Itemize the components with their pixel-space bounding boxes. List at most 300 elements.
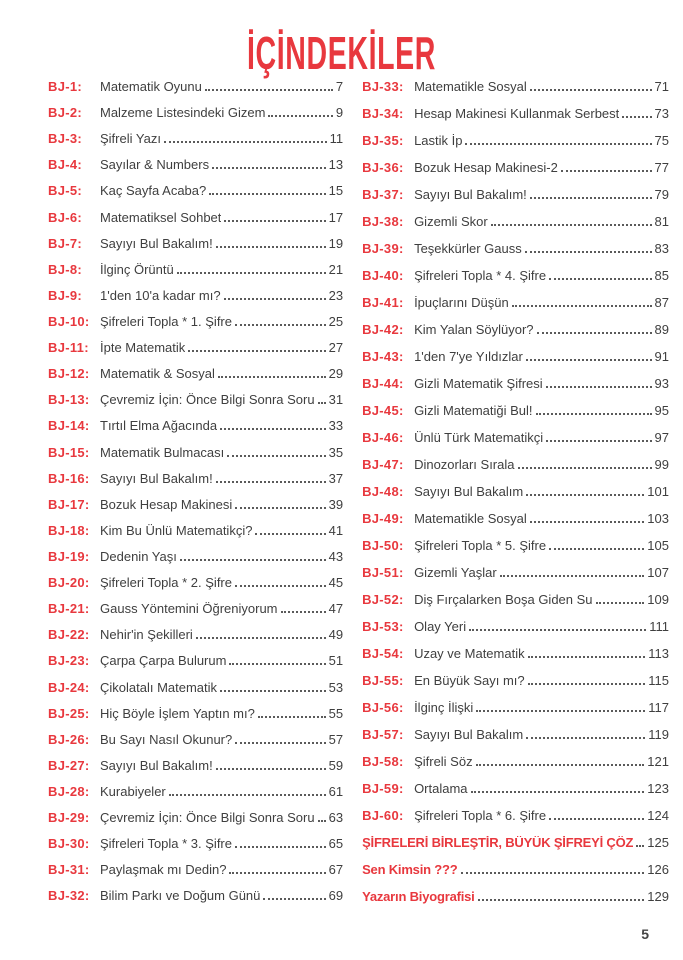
dot-leader — [220, 690, 326, 692]
entry-title: Kaç Sayfa Acaba? — [100, 184, 207, 199]
entry-title: Şifreli Yazı — [100, 132, 161, 147]
entry-page-number: 79 — [654, 186, 669, 202]
dot-leader — [188, 350, 325, 352]
entry-code: BJ-42: — [362, 321, 404, 337]
entry-title: Ünlü Türk Matematikçi — [414, 430, 544, 445]
entry-code: BJ-43: — [362, 348, 404, 364]
toc-entry — [48, 576, 343, 590]
dot-leader — [465, 143, 651, 145]
toc-entry — [48, 184, 343, 198]
entry-page-number: 77 — [654, 159, 669, 175]
toc-entry — [362, 323, 669, 337]
entry-code: BJ-16: — [48, 470, 90, 486]
dot-leader — [530, 89, 652, 91]
entry-code: BJ-6: — [48, 209, 83, 225]
dot-leader — [209, 193, 325, 195]
entry-page-number: 73 — [654, 105, 669, 121]
toc-entry — [48, 811, 343, 825]
entry-page-number: 55 — [328, 705, 344, 721]
toc-entry — [48, 602, 343, 616]
toc-entry — [362, 755, 669, 769]
entry-title: Hiç Böyle İşlem Yaptın mı? — [100, 706, 255, 721]
entry-title: Gizemli Skor — [414, 214, 488, 229]
dot-leader — [537, 332, 652, 334]
entry-title: Sayıyı Bul Bakalım! — [414, 187, 527, 202]
entry-page-number: 23 — [328, 287, 344, 303]
entry-page-number: 123 — [647, 780, 669, 796]
entry-page-number: 101 — [647, 483, 669, 499]
dot-leader — [235, 846, 326, 848]
entry-page-number: 61 — [328, 783, 344, 799]
toc-entry — [48, 472, 343, 486]
toc-entry — [362, 485, 669, 499]
toc-entry — [362, 647, 669, 661]
entry-page-number: 9 — [335, 105, 344, 121]
toc-entry — [48, 707, 343, 721]
dot-leader — [622, 116, 651, 118]
dot-leader — [491, 224, 652, 226]
toc-entry — [48, 498, 343, 512]
entry-title: Kim Bu Ünlü Matematikçi? — [100, 523, 253, 538]
dot-leader — [177, 272, 326, 274]
toc-column-left — [48, 80, 343, 904]
dot-leader — [263, 898, 325, 900]
entry-code: BJ-4: — [48, 157, 83, 173]
entry-title: Sayıyı Bul Bakalım! — [100, 471, 213, 486]
entry-page-number: 53 — [328, 679, 344, 695]
entry-title: Gizli Matematiği Bul! — [414, 403, 533, 418]
entry-title: İpte Matematik — [100, 341, 186, 356]
entry-title: Şifreleri Topla * 4. Şifre — [414, 268, 547, 283]
dot-leader — [469, 629, 646, 631]
entry-title: Matematikle Sosyal — [414, 80, 527, 94]
entry-code: BJ-58: — [362, 753, 404, 769]
entry-page-number: 13 — [328, 157, 344, 173]
entry-title: Dinozorları Sırala — [414, 457, 515, 472]
entry-title: Bozuk Hesap Makinesi — [100, 497, 233, 512]
toc-entry — [362, 242, 669, 256]
dot-leader — [229, 872, 325, 874]
toc-columns — [48, 79, 669, 904]
dot-leader — [218, 376, 326, 378]
entry-title: Matematikle Sosyal — [414, 511, 527, 526]
toc-entry — [362, 161, 669, 175]
dot-leader — [461, 872, 645, 874]
entry-page-number: 115 — [648, 672, 669, 688]
entry-title: Dedenin Yaşı — [100, 549, 177, 564]
toc-entry — [48, 237, 343, 251]
toc-entry — [362, 107, 669, 121]
dot-leader — [224, 220, 325, 222]
entry-code: BJ-31: — [48, 862, 90, 878]
toc-entry — [362, 890, 669, 904]
entry-code: BJ-8: — [48, 261, 83, 277]
entry-code: BJ-40: — [362, 267, 404, 283]
dot-leader — [476, 764, 645, 766]
entry-title: Kim Yalan Söylüyor? — [414, 322, 534, 337]
entry-title: Sayıyı Bul Bakalım! — [100, 758, 213, 773]
dot-leader — [546, 440, 651, 442]
entry-page-number: 59 — [328, 757, 344, 773]
dot-leader — [235, 742, 325, 744]
dot-leader — [180, 559, 326, 561]
entry-code: BJ-49: — [362, 510, 404, 526]
entry-title: Şifreleri Topla * 2. Şifre — [100, 576, 232, 591]
toc-entry — [362, 782, 669, 796]
dot-leader — [471, 791, 645, 793]
toc-entry — [362, 674, 669, 688]
entry-title: Tırtıl Elma Ağacında — [100, 419, 218, 434]
entry-title: İlginç İlişki — [414, 700, 474, 715]
toc-entry — [362, 269, 669, 283]
entry-title: Sayıyı Bul Bakalım — [414, 484, 524, 499]
dot-leader — [227, 455, 325, 457]
dot-leader — [268, 115, 332, 117]
toc-entry — [48, 341, 343, 355]
dot-leader — [636, 845, 644, 847]
entry-page-number: 25 — [328, 313, 344, 329]
entry-code: BJ-29: — [48, 810, 90, 826]
entry-code: BJ-20: — [48, 575, 90, 591]
entry-title: Çarpa Çarpa Bulurum — [100, 654, 227, 669]
entry-title: Şifreleri Topla * 3. Şifre — [100, 837, 232, 852]
entry-code: BJ-33: — [362, 79, 404, 94]
entry-page-number: 87 — [654, 294, 669, 310]
entry-title: Matematik Oyunu — [100, 80, 202, 94]
entry-code: BJ-11: — [48, 340, 89, 356]
entry-code: BJ-47: — [362, 456, 404, 472]
toc-entry — [362, 404, 669, 418]
entry-page-number: 33 — [328, 418, 344, 434]
toc-entry — [362, 620, 669, 634]
entry-page-number: 45 — [328, 575, 344, 591]
entry-code: BJ-44: — [362, 375, 404, 391]
dot-leader — [281, 611, 326, 613]
entry-code: BJ-48: — [362, 483, 404, 499]
entry-code: BJ-3: — [48, 131, 83, 147]
entry-title: İpuçlarını Düşün — [414, 295, 509, 310]
toc-entry — [48, 863, 343, 877]
dot-leader — [526, 494, 644, 496]
entry-page-number: 113 — [648, 645, 669, 661]
toc-entry — [362, 512, 669, 526]
dot-leader — [235, 585, 326, 587]
entry-page-number: 111 — [649, 618, 669, 634]
toc-entry — [48, 80, 343, 94]
entry-page-number: 31 — [328, 392, 344, 408]
entry-code: BJ-23: — [48, 653, 90, 669]
entry-code: BJ-52: — [362, 591, 404, 607]
toc-entry — [362, 296, 669, 310]
toc-entry — [362, 566, 669, 580]
entry-title: Sayıyı Bul Bakalım! — [100, 236, 213, 251]
entry-title: 1'den 7'ye Yıldızlar — [414, 349, 523, 364]
entry-code: BJ-51: — [362, 564, 404, 580]
dot-leader — [255, 533, 325, 535]
entry-page-number: 125 — [647, 834, 669, 850]
dot-leader — [229, 663, 325, 665]
dot-leader — [561, 170, 652, 172]
entry-code: BJ-60: — [362, 807, 404, 823]
toc-entry — [362, 836, 669, 850]
entry-page-number: 67 — [328, 862, 344, 878]
entry-page-number: 93 — [654, 375, 669, 391]
toc-entry — [48, 211, 343, 225]
toc-entry — [48, 393, 343, 407]
entry-title: Hesap Makinesi Kullanmak Serbest — [414, 106, 620, 121]
entry-code: BJ-18: — [48, 522, 90, 538]
entry-code: BJ-15: — [48, 444, 90, 460]
dot-leader — [478, 899, 645, 901]
entry-page-number: 95 — [654, 402, 669, 418]
entry-page-number: 7 — [335, 79, 344, 94]
entry-page-number: 117 — [648, 699, 669, 715]
entry-code: BJ-53: — [362, 618, 404, 634]
toc-entry — [48, 785, 343, 799]
entry-code: BJ-37: — [362, 186, 404, 202]
toc-entry — [48, 263, 343, 277]
entry-page-number: 29 — [328, 366, 344, 382]
dot-leader — [476, 710, 645, 712]
entry-title: Ortalama — [414, 781, 468, 796]
entry-page-number: 103 — [647, 510, 669, 526]
toc-entry — [48, 524, 343, 538]
dot-leader — [235, 507, 325, 509]
entry-code: BJ-28: — [48, 783, 90, 799]
entry-title: En Büyük Sayı mı? — [414, 673, 525, 688]
entry-title: Teşekkürler Gauss — [414, 241, 522, 256]
dot-leader — [216, 768, 326, 770]
toc-entry — [48, 106, 343, 120]
entry-page-number: 57 — [328, 731, 344, 747]
dot-leader — [164, 141, 327, 143]
entry-code: BJ-34: — [362, 105, 404, 121]
toc-entry — [48, 419, 343, 433]
entry-code: BJ-56: — [362, 699, 404, 715]
entry-title: Yazarın Biyografisi — [362, 889, 475, 904]
entry-page-number: 89 — [654, 321, 669, 337]
entry-title: Gauss Yöntemini Öğreniyorum — [100, 602, 278, 617]
entry-title: Olay Yeri — [414, 619, 467, 634]
dot-leader — [530, 521, 644, 523]
entry-title: Matematiksel Sohbet — [100, 210, 222, 225]
toc-entry — [48, 550, 343, 564]
dot-leader — [235, 324, 326, 326]
toc-entry — [48, 289, 343, 303]
entry-page-number: 129 — [647, 888, 669, 904]
toc-entry — [48, 132, 343, 146]
toc-entry — [48, 158, 343, 172]
entry-code: BJ-27: — [48, 757, 90, 773]
dot-leader — [526, 737, 645, 739]
toc-entry — [48, 628, 343, 642]
entry-code: BJ-5: — [48, 183, 83, 199]
entry-code: BJ-19: — [48, 548, 90, 564]
toc-entry — [362, 539, 669, 553]
dot-leader — [196, 637, 326, 639]
dot-leader — [528, 683, 646, 685]
toc-entry — [362, 215, 669, 229]
toc-entry — [48, 759, 343, 773]
entry-page-number: 11 — [329, 131, 344, 147]
entry-code: BJ-2: — [48, 105, 83, 121]
toc-entry — [48, 446, 343, 460]
entry-page-number: 37 — [328, 470, 344, 486]
entry-title: Bozuk Hesap Makinesi-2 — [414, 160, 558, 175]
entry-title: Matematik & Sosyal — [100, 367, 215, 382]
dot-leader — [530, 197, 652, 199]
dot-leader — [525, 251, 652, 253]
entry-page-number: 85 — [654, 267, 669, 283]
entry-page-number: 109 — [647, 591, 669, 607]
entry-page-number: 15 — [328, 183, 344, 199]
entry-page-number: 51 — [328, 653, 344, 669]
entry-page-number: 83 — [654, 240, 669, 256]
entry-page-number: 19 — [328, 235, 344, 251]
dot-leader — [528, 656, 646, 658]
entry-title: Paylaşmak mı Dedin? — [100, 863, 227, 878]
entry-page-number: 43 — [328, 548, 344, 564]
entry-code: BJ-41: — [362, 294, 404, 310]
entry-title: Uzay ve Matematik — [414, 646, 525, 661]
entry-page-number: 39 — [328, 496, 344, 512]
toc-entry — [362, 458, 669, 472]
toc-entry — [362, 350, 669, 364]
entry-code: BJ-38: — [362, 213, 404, 229]
entry-code: BJ-46: — [362, 429, 404, 445]
entry-title: Bu Sayı Nasıl Okunur? — [100, 732, 233, 747]
entry-title: Şifreleri Topla * 1. Şifre — [100, 314, 232, 329]
entry-title: 1'den 10'a kadar mı? — [100, 288, 221, 303]
entry-code: BJ-24: — [48, 679, 90, 695]
toc-entry — [362, 188, 669, 202]
entry-page-number: 69 — [328, 888, 344, 904]
entry-title: Sen Kimsin ??? — [362, 862, 458, 877]
toc-entry — [48, 654, 343, 668]
entry-page-number: 124 — [647, 807, 669, 823]
entry-title: Gizli Matematik Şifresi — [414, 376, 543, 391]
entry-page-number: 107 — [647, 564, 669, 580]
entry-code: BJ-32: — [48, 888, 90, 904]
entry-code: BJ-36: — [362, 159, 404, 175]
toc-entry — [48, 315, 343, 329]
toc-entry — [48, 733, 343, 747]
dot-leader — [536, 413, 652, 415]
entry-code: BJ-21: — [48, 601, 90, 617]
entry-title: Çikolatalı Matematik — [100, 680, 218, 695]
entry-page-number: 81 — [654, 213, 669, 229]
entry-title: Kurabiyeler — [100, 784, 166, 799]
entry-code: BJ-12: — [48, 366, 90, 382]
dot-leader — [205, 89, 333, 91]
entry-page-number: 71 — [654, 79, 669, 94]
dot-leader — [512, 305, 652, 307]
toc-entry — [362, 377, 669, 391]
entry-page-number: 75 — [654, 132, 669, 148]
entry-code: BJ-54: — [362, 645, 404, 661]
dot-leader — [220, 428, 326, 430]
entry-title: Gizemli Yaşlar — [414, 565, 497, 580]
entry-code: BJ-25: — [48, 705, 90, 721]
entry-page-number: 105 — [647, 537, 669, 553]
dot-leader — [549, 818, 644, 820]
page-title: İÇİNDEKİLER — [246, 27, 437, 79]
dot-leader — [526, 359, 652, 361]
entry-page-number: 97 — [654, 429, 669, 445]
toc-entry — [362, 728, 669, 742]
entry-title: Lastik İp — [414, 133, 463, 148]
dot-leader — [318, 402, 326, 404]
toc-entry — [362, 80, 669, 94]
entry-page-number: 91 — [654, 348, 669, 364]
toc-entry — [362, 134, 669, 148]
toc-column-right — [362, 80, 669, 904]
entry-page-number: 21 — [328, 261, 344, 277]
toc-entry — [48, 837, 343, 851]
entry-page-number: 63 — [328, 810, 344, 826]
entry-page-number: 119 — [648, 726, 669, 742]
dot-leader — [216, 246, 326, 248]
entry-page-number: 49 — [328, 627, 344, 643]
entry-title: Diş Fırçalarken Boşa Giden Su — [414, 592, 593, 607]
entry-title: Bilim Parkı ve Doğum Günü — [100, 889, 261, 904]
entry-page-number: 17 — [328, 209, 344, 225]
entry-page-number: 35 — [328, 444, 344, 460]
entry-title: İlginç Örüntü — [100, 262, 174, 277]
entry-code: BJ-9: — [48, 287, 83, 303]
entry-title: Malzeme Listesindeki Gizem — [100, 106, 266, 121]
entry-code: BJ-30: — [48, 836, 90, 852]
toc-entry — [362, 863, 669, 877]
dot-leader — [546, 386, 652, 388]
entry-code: BJ-14: — [48, 418, 90, 434]
entry-code: BJ-50: — [362, 537, 404, 553]
toc-entry — [48, 681, 343, 695]
dot-leader — [212, 167, 326, 169]
toc-entry — [362, 593, 669, 607]
entry-title: Çevremiz İçin: Önce Bilgi Sonra Soru — [100, 393, 315, 408]
entry-code: BJ-7: — [48, 235, 83, 251]
dot-leader — [549, 278, 651, 280]
entry-code: BJ-17: — [48, 496, 90, 512]
entry-code: BJ-55: — [362, 672, 404, 688]
entry-title: Çevremiz İçin: Önce Bilgi Sonra Soru — [100, 811, 315, 826]
entry-code: BJ-45: — [362, 402, 404, 418]
entry-code: BJ-57: — [362, 726, 404, 742]
entry-page-number: 126 — [647, 861, 669, 877]
entry-code: BJ-13: — [48, 392, 90, 408]
entry-page-number: 47 — [328, 601, 344, 617]
entry-page-number: 99 — [654, 456, 669, 472]
entry-title: Sayılar & Numbers — [100, 158, 210, 173]
entry-title: Nehir'in Şekilleri — [100, 628, 193, 643]
entry-code: BJ-22: — [48, 627, 90, 643]
dot-leader — [169, 794, 326, 796]
entry-page-number: 65 — [328, 836, 344, 852]
dot-leader — [318, 820, 326, 822]
dot-leader — [258, 716, 326, 718]
dot-leader — [500, 575, 645, 577]
entry-code: BJ-59: — [362, 780, 404, 796]
dot-leader — [216, 481, 326, 483]
entry-page-number: 121 — [647, 753, 669, 769]
toc-entry — [362, 431, 669, 445]
entry-page-number: 27 — [328, 340, 344, 356]
entry-title: Sayıyı Bul Bakalım — [414, 727, 524, 742]
toc-entry — [362, 701, 669, 715]
dot-leader — [224, 298, 326, 300]
entry-code: BJ-10: — [48, 313, 90, 329]
